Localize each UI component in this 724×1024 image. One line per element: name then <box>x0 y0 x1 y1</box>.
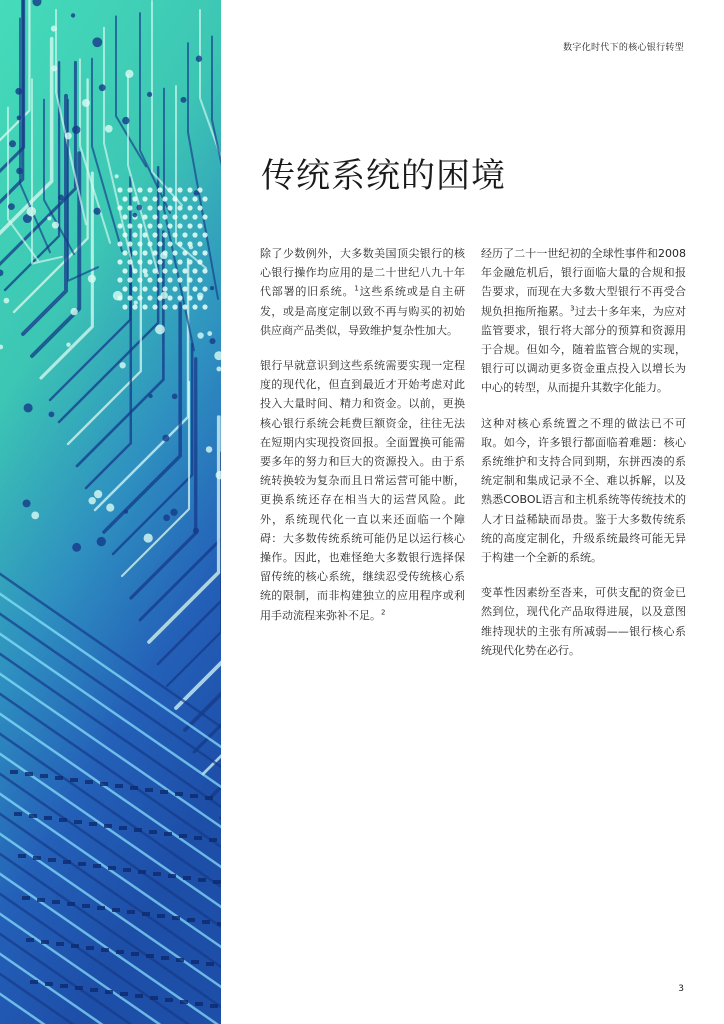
footnote-ref[interactable]: 1 <box>354 284 359 293</box>
paragraph: 除了少数例外，大多数美国顶尖银行的核心银行操作均应用的是二十世纪八九十年代部署的旧系统。$^1$这些系统或是自主研发，或是高度定制以致不再与购买的初始供应商产品类似，导致维护复杂性加大。 <box>260 247 466 337</box>
paragraph: 经历了二十一世纪初的全球性事件和2008年金融危机后，银行面临大量的合规和报告要求，而现在大多数大型银行不再受合规负担拖所拖累。$^3$过去十多年来，为应对监管要求，银行将大部分的预算和资源用于合规。但如今，随着监管合规的实现，银行可以调动更多资金重点投入以增长为中心的转型，从而提升其数字化能力。 <box>481 247 686 395</box>
paragraph: 变革性因素纷至沓来，可供支配的资金已然到位，现代化产品取得进展，以及意图维持现状的主张有所减弱——银行核心系统现代化势在必行。 <box>481 586 686 657</box>
circuit-board-image <box>0 0 221 1024</box>
footnote-ref[interactable]: 3 <box>570 303 575 312</box>
paragraph: 银行早就意识到这些系统需要实现一定程度的现代化，但直到最近才开始考虑对此投入大量时间、精力和资金。以前，更换核心银行系统会耗费巨额资金，往往无法在短期内实现投资回报。全面置换可能需要多年的努力和巨大的资源投入。由于系统转换较为复杂而且日常运营可能中断，更换系统还存在相当大的运营风险。此外，系统现代化一直以来还面临一个障碍：大多数传统系统可能仍足以运行核心操作。因此，也难怪绝大多数银行选择保留传统的核心系统，继续忍受传统核心系统的限制，而非构建独立的应用程序或利用手动流程来弥补不足。$^2$ <box>260 359 465 622</box>
paragraph: 这种对核心系统置之不理的做法已不可取。如今，许多银行都面临着难题：核心系统维护和支持合同到期，东拼西凑的系统定制和集成记录不全、难以拆解，以及熟悉COBOL语言和主机系统等传统技术的人才日益稀缺而昂贵。鉴于大多数传统系统的高度定制化，升级系统最终可能无异于构建一个全新的系统。 <box>481 416 686 565</box>
page-title: 传统系统的困境 <box>261 156 506 196</box>
body-column-right <box>481 244 686 676</box>
page-number: 3 <box>678 984 684 994</box>
footnote-ref[interactable]: 2 <box>381 608 386 616</box>
body-column-left <box>260 244 465 641</box>
running-header: 数字化时代下的核心银行转型 <box>563 43 684 53</box>
